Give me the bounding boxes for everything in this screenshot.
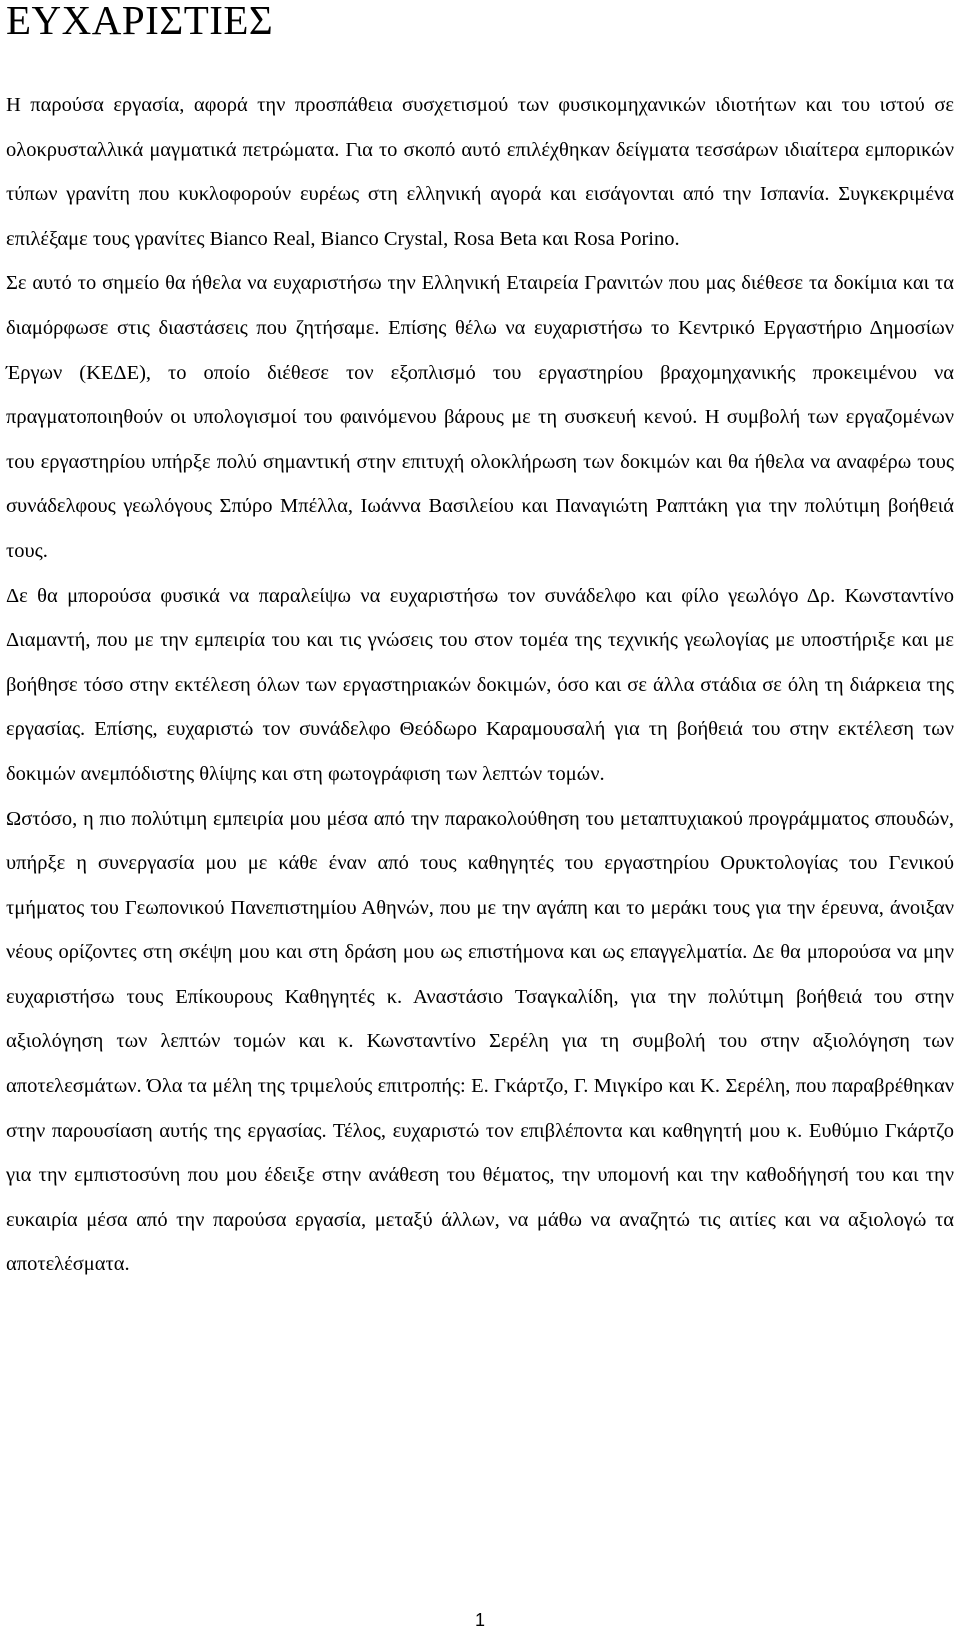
paragraph-acknowledgements-colleagues: Δε θα μπορούσα φυσικά να παραλείψω να ευχαριστήσω τον συνάδελφο και φίλο γεωλόγο Δρ. Κωνσταντίνο Διαμαντή, που με την εμπειρία του και τις γνώσεις του στον τομέα της τεχνικής γεωλογίας με υποστήριξε και με βοήθησε τόσο στην εκτέλεση όλων των εργαστηριακών δοκιμών, όσο και σε άλλα στάδια σε όλη τη διάρκεια της εργασίας. Επίσης, ευχαριστώ τον συνάδελφο Θεόδωρο Καραμουσαλή για τη βοήθειά του στην εκτέλεση των δοκιμών ανεμπόδιστης θλίψης και στη φωτογράφιση των λεπτών τομών. [6,584,954,785]
paragraph-intro: Η παρούσα εργασία, αφορά την προσπάθεια συσχετισμού των φυσικομηχανικών ιδιοτήτων και του ιστού σε ολοκρυσταλλικά μαγματικά πετρώματα. Για το σκοπό αυτό επιλέχθηκαν δείγματα τεσσάρων ιδιαίτερα εμπορικών τύπων γρανίτη που κυκλοφορούν ευρέως στη ελληνική αγορά και εισάγονται από την Ισπανία. Συγκεκριμένα επιλέξαμε τους γρανίτες Bianco Real, Bianco Crystal, Rosa Beta και Rosa Porino. [6,94,954,250]
document-body [6,83,954,1287]
paragraph-acknowledgements-professors: Ωστόσο, η πιο πολύτιμη εμπειρία μου μέσα από την παρακολούθηση του μεταπτυχιακού προγράμματος σπουδών, υπήρξε η συνεργασία μου με κάθε έναν από τους καθηγητές του εργαστηρίου Ορυκτολογίας του Γενικού τμήματος του Γεωπονικού Πανεπιστημίου Αθηνών, που με την αγάπη και το μεράκι τους για την έρευνα, άνοιξαν νέους ορίζοντες στη σκέψη μου και στη δράση μου ως επιστήμονα και ως επαγγελματία. Δε θα μπορούσα να μην ευχαριστήσω τους Επίκουρους Καθηγητές κ. Αναστάσιο Τσαγκαλίδη, για την πολύτιμη βοήθειά του στην αξιολόγηση των λεπτών τομών και κ. Κωνσταντίνο Σερέλη για τη συμβολή του στην αξιολόγηση των αποτελεσμάτων. Όλα τα μέλη της τριμελούς επιτροπής: Ε. Γκάρτζο, Γ. Μιγκίρο και Κ. Σερέλη, που παραβρέθηκαν στην παρουσίαση αυτής της εργασίας. Τέλος, ευχαριστώ τον επιβλέποντα και καθηγητή μου κ. Ευθύμιο Γκάρτζο για την εμπιστοσύνη που μου έδειξε στην ανάθεση του θέματος, την υπομονή και την καθοδήγησή του και την ευκαιρία μέσα από την παρούσα εργασία, μεταξύ άλλων, να μάθω να αναζητώ τις αιτίες και να αξιολογώ τα αποτελέσματα. [6,807,954,1276]
paragraph-acknowledgements-company: Σε αυτό το σημείο θα ήθελα να ευχαριστήσω την Ελληνική Εταιρεία Γρανιτών που μας διέθεσε τα δοκίμια και τα διαμόρφωσε στις διαστάσεις που ζητήσαμε. Επίσης θέλω να ευχαριστήσω το Κεντρικό Εργαστήριο Δημοσίων Έργων (ΚΕΔΕ), το οποίο διέθεσε τον εξοπλισμό του εργαστηρίου βραχομηχανικής προκειμένου να πραγματοποιηθούν οι υπολογισμοί του φαινόμενου βάρους με τη συσκευή κενού. Η συμβολή των εργαζομένων του εργαστηρίου υπήρξε πολύ σημαντική στην επιτυχή ολοκλήρωση των δοκιμών και θα ήθελα να αναφέρω τους συνάδελφους γεωλόγους Σπύρο Μπέλλα, Ιωάννα Βασιλείου και Παναγιώτη Ραπτάκη για την πολύτιμη βοήθειά τους. [6,272,954,562]
page-title: ΕΥΧΑΡΙΣΤΙΕΣ [6,0,274,43]
page-number: 1 [474,1610,485,1630]
